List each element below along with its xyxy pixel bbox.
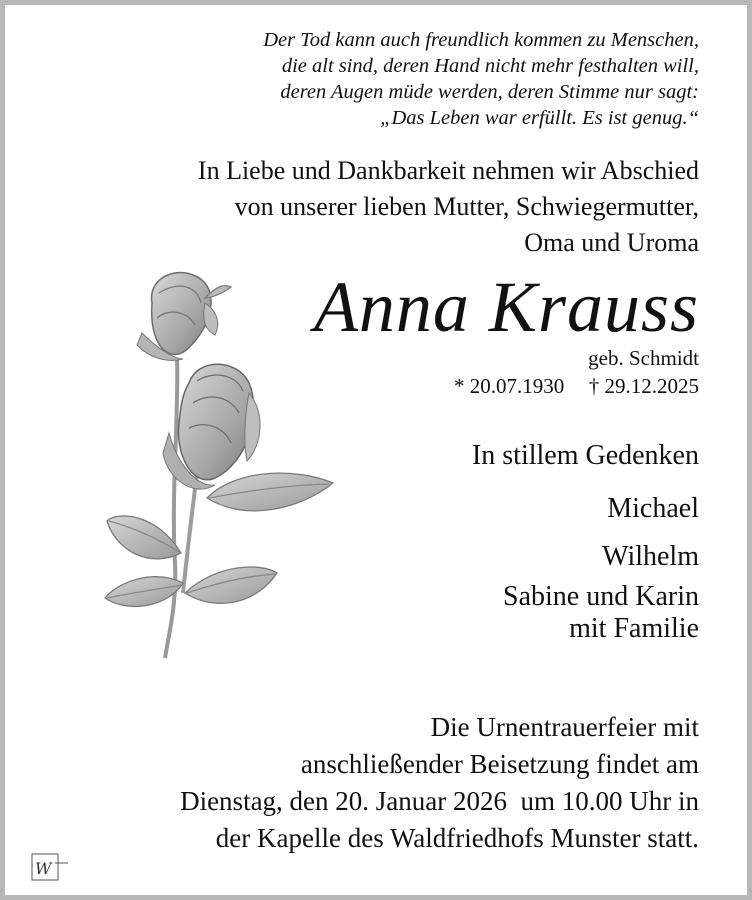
mourner-4: mit Familie (569, 613, 699, 644)
intro-line-2: von unserer lieben Mutter, Schwiegermutter, (234, 192, 699, 221)
birth-date: * 20.07.1930 (454, 374, 565, 398)
intro-line-3: Oma und Uroma (524, 228, 699, 257)
mourner-2: Wilhelm (602, 541, 699, 572)
announcement-line-1: Die Urnentrauerfeier mit (430, 712, 699, 742)
quote-line-4: „Das Leben war erfüllt. Es ist genug.“ (380, 107, 699, 129)
rose-illustration (97, 263, 347, 663)
w-logo-icon (31, 853, 69, 883)
quote-line-3: deren Augen müde werden, deren Stimme nur sagt: (280, 81, 699, 103)
quote-line-1: Der Tod kann auch freundlich kommen zu Menschen, (263, 29, 699, 51)
announcement-line-3: Dienstag, den 20. Januar 2026 um 10.00 Uhr in (180, 786, 699, 816)
upper-rose-bud (137, 273, 218, 361)
mourner-3: Sabine und Karin (503, 581, 699, 612)
memorial-line: In stillem Gedenken (471, 440, 699, 471)
life-dates (454, 373, 699, 399)
deceased-name: Anna Krauss (313, 267, 699, 347)
quote-line-2: die alt sind, deren Hand nicht mehr festhalten will, (281, 55, 699, 77)
announcement-line-4: der Kapelle des Waldfriedhofs Munster statt. (215, 823, 699, 853)
svg-text:W: W (35, 859, 52, 878)
intro-line-1: In Liebe und Dankbarkeit nehmen wir Abschied (197, 156, 699, 185)
mourner-1: Michael (607, 493, 699, 524)
maiden-name: geb. Schmidt (588, 346, 699, 370)
announcement-line-2: anschließender Beisetzung findet am (300, 749, 699, 779)
death-date: † 29.12.2025 (588, 374, 699, 398)
